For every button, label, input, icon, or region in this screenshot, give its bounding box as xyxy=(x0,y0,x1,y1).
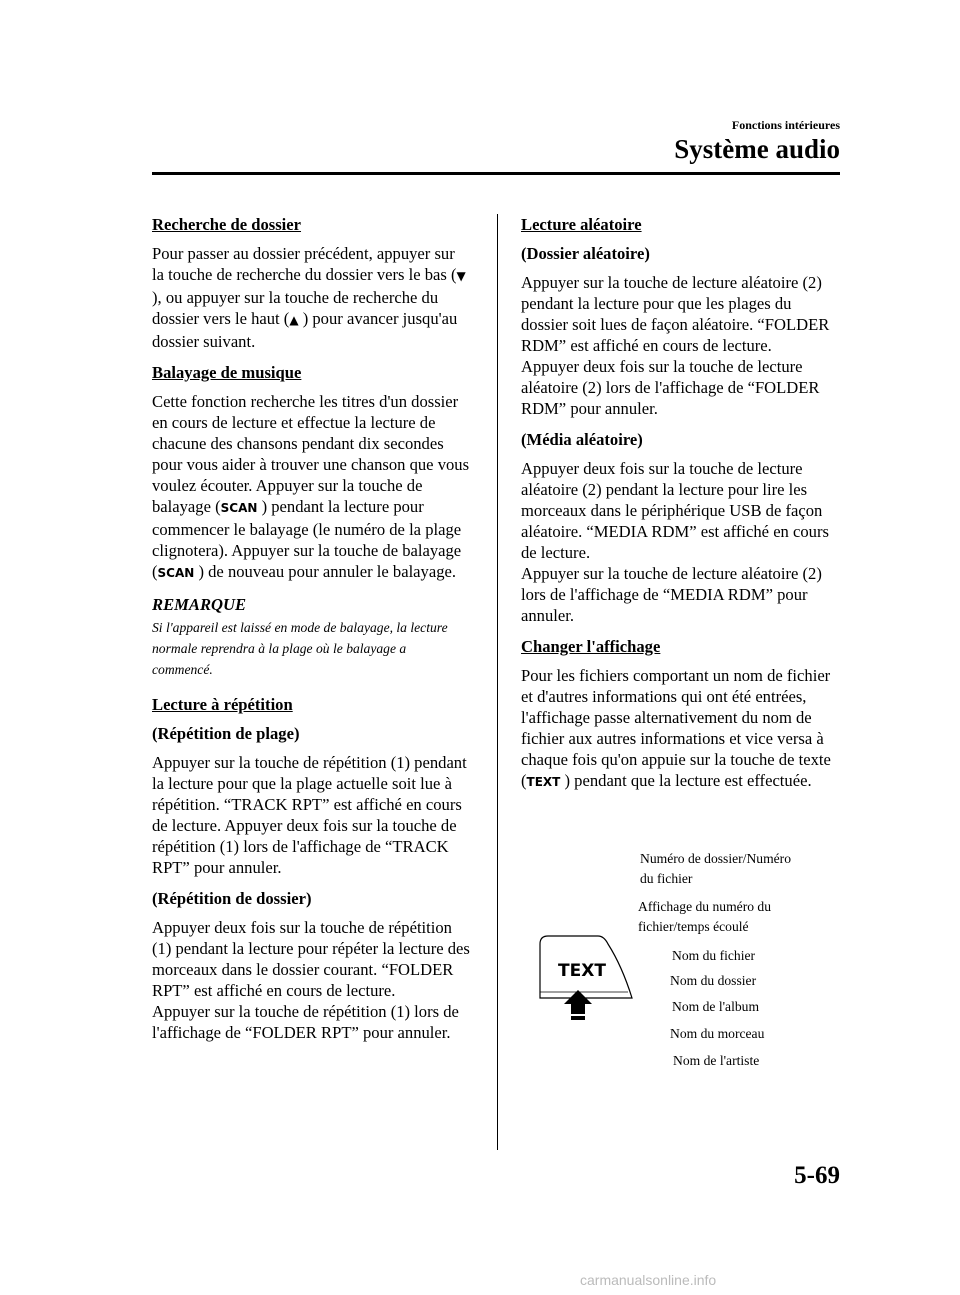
folder-random-title: (Dossier aléatoire) xyxy=(521,244,650,263)
scan-button-icon: SCAN xyxy=(220,501,258,515)
media-random-title: (Média aléatoire) xyxy=(521,430,643,449)
page-number: 5-69 xyxy=(794,1162,840,1189)
track-repeat-title: (Répétition de plage) xyxy=(152,724,300,743)
label-file-number-time: Affichage du numéro du fichier/temps écoulé xyxy=(638,899,772,934)
header-section: Fonctions intérieures xyxy=(731,118,840,132)
scan-button-icon: SCAN xyxy=(157,566,195,580)
label-artist-name: Nom de l'artiste xyxy=(673,1053,760,1068)
up-arrow-icon: ▲ xyxy=(289,313,299,327)
random-heading: Lecture aléatoire xyxy=(521,215,642,234)
track-repeat-text: Appuyer sur la touche de répétition (1) pendant la lecture pour que la plage actuelle soit lue à répétition. “TRACK RPT” est affiché en cours de lecture. Appuyer deux fois sur la touche de répétition (1) lors de l'affichage de “TRACK RPT” pour annuler. xyxy=(152,753,467,877)
folder-search-text: Pour passer au dossier précédent, appuyer sur la touche de recherche du dossier vers le bas (▼ ), ou appuyer sur la touche de recherche du dossier vers le haut (▲ ) pour avancer jusqu'au dossier suivant. xyxy=(152,244,466,351)
label-file-name: Nom du fichier xyxy=(672,948,756,963)
display-text: Pour les fichiers comportant un nom de fichier et d'autres informations qui ont été entrées, l'affichage passe alternativement du nom de fichier aux autres informations et vice versa à chaque fois qu'on appuie sur la touche de texte (TEXT ) pendant que la lecture est effectuée. xyxy=(521,665,839,793)
text-button-icon: TEXT xyxy=(526,775,561,789)
display-heading: Changer l'affichage xyxy=(521,637,661,656)
watermark: carmanualsonline.info xyxy=(580,1272,717,1288)
media-random-text: Appuyer deux fois sur la touche de lecture aléatoire (2) pendant la lecture pour lire les morceaux dans le périphérique USB de façon aléatoire. “MEDIA RDM” est affiché en cours de lecture. Appuyer sur la touche de lecture aléatoire (2) lors de l'affichage de “MEDIA RDM” pour annuler. xyxy=(521,459,829,625)
press-arrow-base xyxy=(571,1016,585,1020)
folder-random-text: Appuyer sur la touche de lecture aléatoire (2) pendant la lecture pour que les plages du dossier soit lues de façon aléatoire. “FOLDER RDM” est affiché en cours de lecture. Appuyer deux fois sur la touche de lecture aléatoire (2) lors de l'affichage de “FOLDER RDM” pour annuler. xyxy=(521,273,830,418)
label-track-name: Nom du morceau xyxy=(670,1026,765,1041)
press-arrow-icon xyxy=(564,990,592,1014)
note-title: REMARQUE xyxy=(152,595,247,614)
label-album-name: Nom de l'album xyxy=(672,999,760,1014)
diagram-button-label: TEXT xyxy=(558,961,606,981)
label-folder-file-number: Numéro de dossier/Numéro du fichier xyxy=(640,851,792,886)
folder-search-heading: Recherche de dossier xyxy=(152,215,302,234)
note-text: Si l'appareil est laissé en mode de balayage, la lecture normale reprendra à la plage où le balayage a commencé. xyxy=(152,620,448,677)
repeat-heading: Lecture à répétition xyxy=(152,695,293,714)
page-title: Système audio xyxy=(674,134,840,164)
music-scan-text: Cette fonction recherche les titres d'un dossier en cours de lecture et effectue la lecture de chacune des chansons pendant dix secondes pour vous aider à trouver une chanson que vous voulez écouter. Appuyer sur la touche de balayage (SCAN ) pendant la lecture pour commencer le balayage (le numéro de la plage clignotera). Appuyer sur la touche de balayage (SCAN ) de nouveau pour annuler le balayage. xyxy=(152,391,470,584)
folder-repeat-title: (Répétition de dossier) xyxy=(152,889,312,908)
down-arrow-icon: ▼ xyxy=(456,269,466,283)
folder-repeat-text: Appuyer deux fois sur la touche de répétition (1) pendant la lecture pour répéter la lecture des morceaux dans le dossier courant. “FOLDER RPT” est affiché en cours de lecture. Appuyer sur la touche de répétition (1) lors de l'affichage de “FOLDER RPT” pour annuler. xyxy=(152,918,470,1042)
label-folder-name: Nom du dossier xyxy=(670,973,757,988)
music-scan-heading: Balayage de musique xyxy=(152,363,302,382)
